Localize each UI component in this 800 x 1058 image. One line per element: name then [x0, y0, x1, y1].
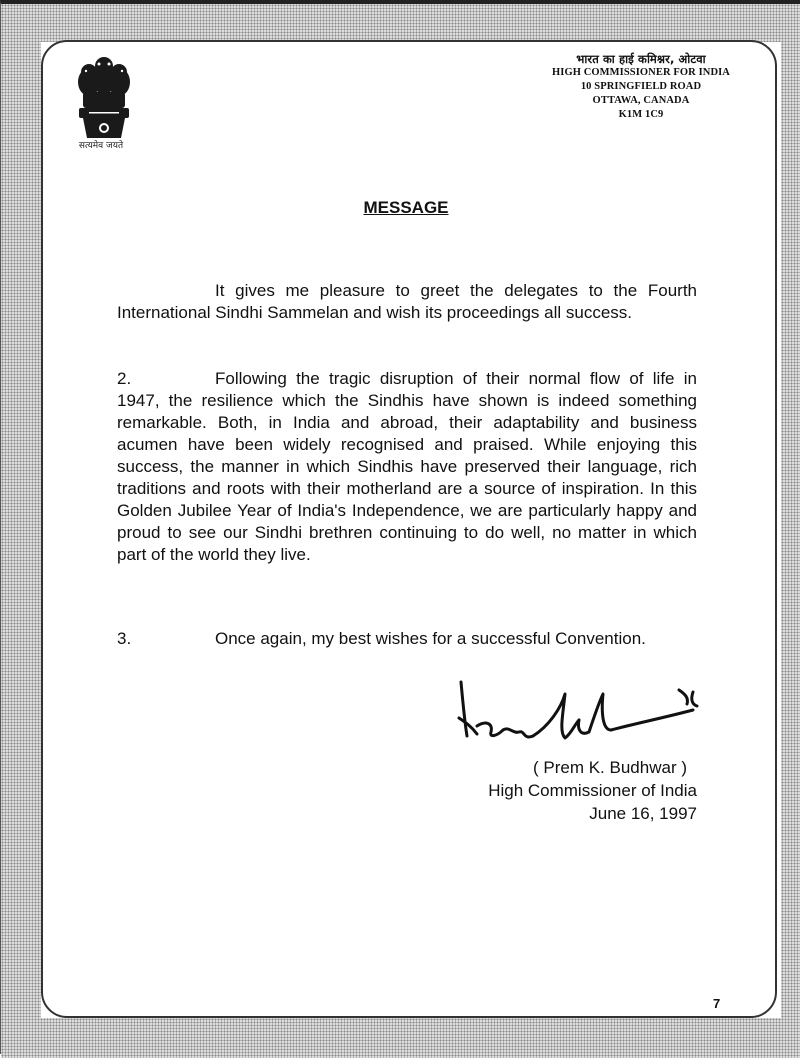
emblem-motto: सत्यमेव जयते — [78, 141, 124, 151]
paragraph-2-text: Following the tragic disruption of their normal flow of life in 1947, the resilience which the Sindhis have shown is indeed something remarkable. Both, in India and abroad, their adaptability and business acumen have been widely recognised and praised. While enjoying this success, the manner in which Sindhis have preserved their language, rich traditions and roots with their motherland are a source of inspiration. In this Golden Jubilee Year of India's Independence, we are particularly happy and proud to see our Sindhi brethren continuing to do well, no matter in which part of the world they live. — [117, 369, 697, 564]
paragraph-3-text: Once again, my best wishes for a successful Convention. — [215, 629, 646, 648]
letterhead-line: K1M 1C9 — [618, 109, 664, 120]
paragraph-1 — [117, 280, 697, 324]
message-title: MESSAGE — [363, 198, 449, 217]
letterhead-address — [521, 52, 761, 122]
letterhead-hindi-line: भारत का हाई कमिश्नर, ओटवा — [576, 52, 706, 66]
signatory-name: ( Prem K. Budhwar ) — [533, 758, 687, 777]
scan-border-left — [1, 4, 41, 1058]
paragraph-3 — [117, 628, 697, 650]
scan-border-top — [1, 4, 800, 42]
paragraph-2 — [117, 368, 697, 566]
letter-date: June 16, 1997 — [589, 804, 697, 823]
scan-border-bottom — [1, 1018, 800, 1058]
paragraph-number: 2. — [117, 369, 132, 388]
signatory-designation: High Commissioner of India — [488, 781, 697, 800]
letterhead-line: HIGH COMMISSIONER FOR INDIA — [551, 67, 730, 78]
page-number: 7 — [713, 996, 721, 1011]
letterhead-line: OTTAWA, CANADA — [592, 95, 690, 106]
scan-border-right — [781, 4, 800, 1058]
signoff-block — [431, 756, 697, 825]
handwritten-signature — [453, 674, 713, 764]
paragraph-number: 3. — [117, 629, 132, 648]
paragraph-1-text: It gives me pleasure to greet the delegates to the Fourth International Sindhi Sammelan and wish its proceedings all success. — [117, 281, 697, 322]
letterhead-line: 10 SPRINGFIELD ROAD — [580, 81, 702, 92]
